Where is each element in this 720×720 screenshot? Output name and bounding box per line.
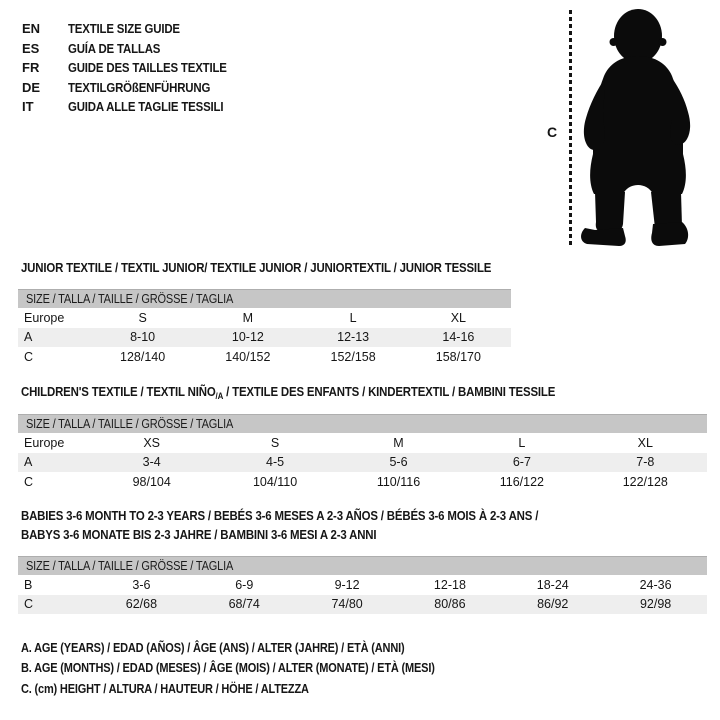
language-code: FR <box>22 60 40 75</box>
footnote-b-row <box>21 658 491 678</box>
table-row-europe <box>18 433 707 453</box>
babies-table-title <box>21 507 609 544</box>
row-label: C <box>24 474 34 489</box>
children-table <box>18 414 707 492</box>
age-cell: 10-12 <box>231 330 264 345</box>
age-cell: 7-8 <box>636 455 655 470</box>
children-title-main: CHILDREN'S TEXTILE / TEXTIL NIÑO <box>21 384 216 399</box>
language-label: TEXTILE SIZE GUIDE <box>68 21 180 36</box>
footnote-c-row <box>21 679 491 699</box>
footnote-a: A. AGE (YEARS) / EDAD (AÑOS) / ÂGE (ANS) / ALTER (JAHRE) / ETÀ (ANNI) <box>21 641 405 655</box>
size-header-label: SIZE / TALLA / TAILLE / GRÖSSE / TAGLIA <box>26 559 234 573</box>
size-cell: XL <box>450 310 467 325</box>
height-cell: 128/140 <box>120 349 166 364</box>
size-cell: M <box>242 310 254 325</box>
height-cell: 110/116 <box>376 474 421 489</box>
footnote-c: C. (cm) HEIGHT / ALTURA / HAUTEUR / HÖHE / ALTEZZA <box>21 681 309 696</box>
row-label: Europe <box>24 310 65 325</box>
footnotes <box>21 638 491 699</box>
children-table-title <box>21 384 628 401</box>
height-cell: 86/92 <box>537 597 569 612</box>
age-cell: 4-5 <box>266 455 285 470</box>
age-cell: 14-16 <box>442 330 475 345</box>
junior-size-header-bar <box>18 289 511 308</box>
language-row-en <box>22 19 248 39</box>
age-cell: 3-4 <box>142 455 161 470</box>
language-row-de <box>22 78 248 98</box>
height-cell: 122/128 <box>622 474 668 489</box>
size-cell: S <box>270 435 280 450</box>
babies-table <box>18 556 707 614</box>
size-cell: L <box>518 435 526 450</box>
language-label: TEXTILGRÖßENFÜHRUNG <box>68 79 211 95</box>
language-row-fr <box>22 58 248 78</box>
footnote-a-row <box>21 638 491 658</box>
size-cell: L <box>349 310 357 325</box>
size-header-label: SIZE / TALLA / TAILLE / GRÖSSE / TAGLIA <box>26 417 234 431</box>
height-figure <box>545 4 717 256</box>
language-row-it <box>22 97 248 117</box>
babies-size-header-bar <box>18 556 707 575</box>
size-header-label: SIZE / TALLA / TAILLE / GRÖSSE / TAGLIA <box>26 292 234 306</box>
junior-table-title <box>21 260 555 275</box>
language-label: GUIDA ALLE TAGLIE TESSILI <box>68 99 224 114</box>
age-cell: 6-9 <box>235 577 254 592</box>
row-label: Europe <box>24 435 65 450</box>
language-code: DE <box>22 79 41 95</box>
height-cell: 140/152 <box>225 349 271 364</box>
language-row-es <box>22 39 248 59</box>
table-row-height <box>18 595 707 615</box>
height-cell: 74/80 <box>331 597 363 612</box>
age-cell: 8-10 <box>130 330 156 345</box>
children-title-subscript: /A <box>215 391 224 401</box>
height-cell: 62/68 <box>125 597 158 612</box>
footnote-b: B. AGE (MONTHS) / EDAD (MESES) / ÂGE (MOIS) / ALTER (MONATE) / ETÀ (MESI) <box>21 661 435 676</box>
height-cell: 92/98 <box>639 597 672 612</box>
table-row-europe <box>18 308 511 328</box>
row-label: A <box>24 330 33 345</box>
measure-label-c: C <box>547 124 558 140</box>
age-cell: 24-36 <box>639 577 672 592</box>
height-cell: 80/86 <box>434 597 466 612</box>
language-title-list <box>22 19 248 117</box>
age-cell: 9-12 <box>334 577 360 592</box>
table-row-age <box>18 453 707 473</box>
height-cell: 158/170 <box>435 349 481 364</box>
babies-title-line1: BABIES 3-6 MONTH TO 2-3 YEARS / BEBÉS 3-6 MESES A 2-3 AÑOS / BÉBÉS 3-6 MOIS À 2-3 ANS / <box>21 508 539 523</box>
size-cell: S <box>138 310 147 325</box>
children-table-title-text <box>21 384 555 401</box>
age-cell: 12-18 <box>433 577 466 592</box>
height-cell: 152/158 <box>330 349 376 364</box>
row-label: A <box>24 455 33 470</box>
age-cell: 3-6 <box>132 577 151 592</box>
language-code: IT <box>22 99 34 114</box>
babies-title-line2: BABYS 3-6 MONATE BIS 2-3 JAHRE / BAMBINI 3-6 MESI A 2-3 ANNI <box>21 526 377 542</box>
height-cell: 104/110 <box>252 474 298 489</box>
age-cell: 6-7 <box>512 455 531 470</box>
language-label: GUÍA DE TALLAS <box>68 40 161 56</box>
height-cell: 68/74 <box>228 597 260 612</box>
row-label: C <box>24 349 34 364</box>
size-cell: M <box>393 435 404 450</box>
height-measure-line <box>569 10 572 248</box>
language-code: EN <box>22 21 41 36</box>
height-cell: 116/122 <box>499 474 545 489</box>
table-row-height <box>18 347 511 367</box>
size-cell: XL <box>637 435 653 450</box>
row-label: C <box>24 597 34 612</box>
age-cell: 5-6 <box>389 455 408 470</box>
children-title-rest: / TEXTILE DES ENFANTS / KINDERTEXTIL / BAMBINI TESSILE <box>223 384 556 399</box>
table-row-age <box>18 328 511 348</box>
language-label: GUIDE DES TAILLES TEXTILE <box>68 60 227 75</box>
junior-table <box>18 289 511 367</box>
table-row-height <box>18 472 707 492</box>
children-size-header-bar <box>18 414 707 433</box>
table-row-age-months <box>18 575 707 595</box>
language-code: ES <box>22 40 40 56</box>
junior-table-title-text: JUNIOR TEXTILE / TEXTIL JUNIOR/ TEXTILE JUNIOR / JUNIORTEXTIL / JUNIOR TESSILE <box>21 260 492 275</box>
toddler-silhouette-icon <box>576 6 706 250</box>
row-label: B <box>24 577 33 592</box>
age-cell: 12-13 <box>337 330 370 345</box>
height-cell: 98/104 <box>132 474 171 489</box>
age-cell: 18-24 <box>536 577 569 592</box>
size-cell: XS <box>143 435 161 450</box>
